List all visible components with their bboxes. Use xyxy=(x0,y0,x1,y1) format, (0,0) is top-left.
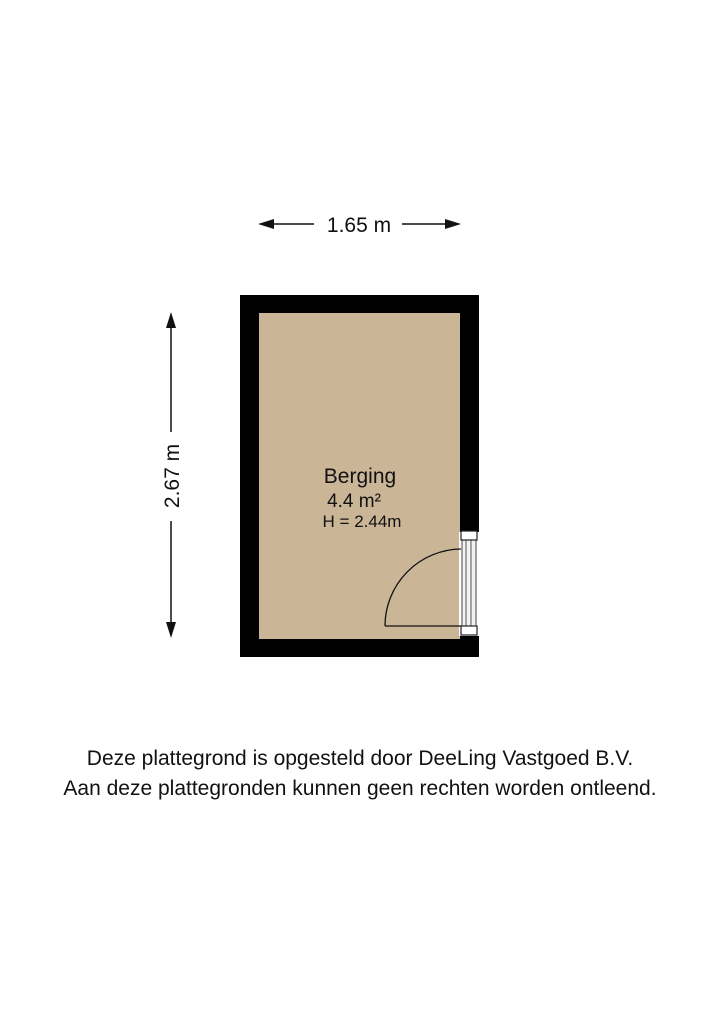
door-frame xyxy=(462,533,476,635)
height-dimension xyxy=(161,312,184,638)
disclaimer-line-1: Deze plattegrond is opgesteld door DeeLing Vastgoed B.V. xyxy=(86,747,634,770)
disclaimer xyxy=(0,744,720,804)
room-area: 4.4 m² xyxy=(327,491,381,512)
room-ceiling-height: H = 2.44m xyxy=(322,512,402,531)
width-label: 1.65 m xyxy=(326,214,392,237)
height-label: 2.67 m xyxy=(161,443,184,509)
disclaimer-line-2: Aan deze plattegronden kunnen geen rechten worden ontleend. xyxy=(63,777,657,800)
width-dimension xyxy=(258,214,461,237)
room-name: Berging xyxy=(323,465,397,488)
